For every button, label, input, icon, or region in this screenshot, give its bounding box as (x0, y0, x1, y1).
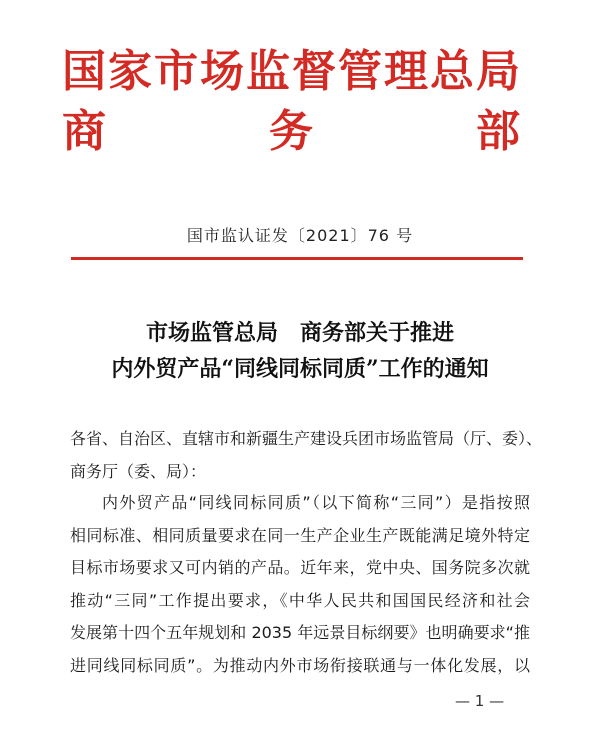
issuer-char: 部 (476, 106, 522, 157)
addressee-line: 商务厅（委、局）： (70, 461, 207, 481)
page-number: — 1 — (455, 692, 505, 710)
issuer-char: 商 (62, 106, 108, 157)
document-number: 国市监认证发〔2021〕76 号 (186, 226, 414, 245)
addressee-block (70, 423, 543, 488)
issuer-name-mofcom (62, 104, 522, 160)
paragraph-line: 相同标准、相同质量要求在同一生产企业生产既能满足境外特定 (70, 525, 530, 545)
issuer-char: 务 (269, 106, 315, 157)
paragraph-line: 推动“三同”工作提出要求，《中华人民共和国国民经济和社会 (70, 590, 530, 610)
document-title-line-1: 市场监管总局 商务部关于推进 (145, 320, 454, 346)
document-title-line-2: 内外贸产品“同线同标同质”工作的通知 (111, 356, 489, 382)
paragraph-line: 发展第十四个五年规划和 2035 年远景目标纲要》也明确要求“推 (70, 623, 530, 642)
paragraph-line: 目标市场要求又可内销的产品。近年来，党中央、国务院多次就 (70, 558, 530, 577)
issuer-name-samr: 国家市场监督管理总局 (62, 46, 522, 97)
paragraph-line: 进同线同标同质”。为推动内外市场衔接联通与一体化发展，以 (70, 655, 530, 675)
red-divider-line (71, 257, 523, 260)
body-paragraph (70, 487, 530, 682)
paragraph-line: 内外贸产品“同线同标同质”（以下简称“三同”）是指按照 (102, 493, 530, 512)
addressee-line: 各省、自治区、直辖市和新疆生产建设兵团市场监管局（厅、委）、 (70, 429, 543, 448)
